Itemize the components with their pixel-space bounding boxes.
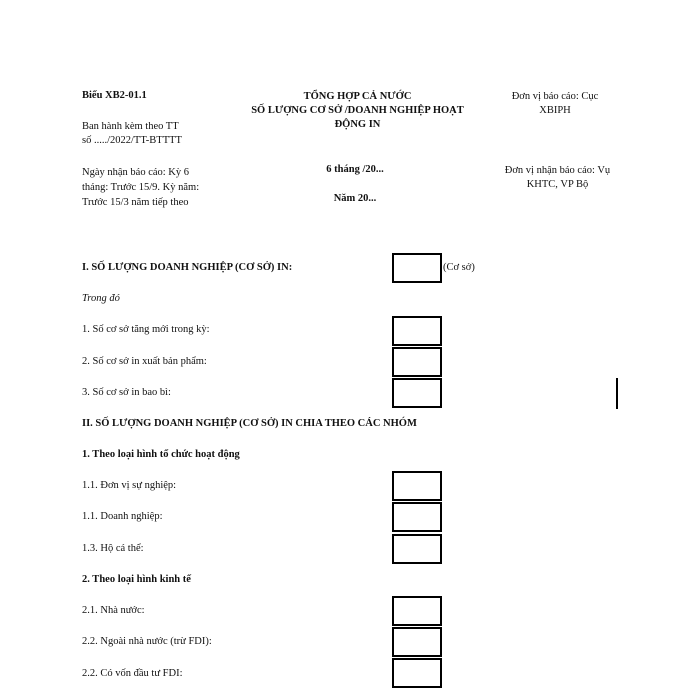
total-count-box[interactable] <box>392 253 442 283</box>
group2-title: 2. Theo loại hình kinh tế <box>82 574 191 585</box>
section1-heading: I. SỐ LƯỢNG DOANH NGHIỆP (CƠ SỞ) IN: <box>82 262 293 273</box>
item-non-state: 2.2. Ngoài nhà nước (trừ FDI): <box>82 636 212 647</box>
item-state: 2.1. Nhà nước: <box>82 605 145 616</box>
public-service-unit-box[interactable] <box>392 471 442 501</box>
reporting-unit-line1: Đơn vị báo cáo: Cục <box>511 91 599 102</box>
enterprise-box[interactable] <box>392 502 442 532</box>
item-fdi: 2.2. Có vốn đầu tư FDI: <box>82 668 183 679</box>
item-new-facilities: 1. Số cơ sở tăng mới trong kỳ: <box>82 324 210 335</box>
receive-date <box>82 165 199 210</box>
title-line1: TỔNG HỢP CẢ NƯỚC <box>303 91 412 102</box>
title-line2: SỐ LƯỢNG CƠ SỞ /DOANH NGHIỆP HOẠT <box>251 105 464 116</box>
unit-label: (Cơ sở) <box>443 262 475 273</box>
section2-heading: II. SỐ LƯỢNG DOANH NGHIỆP (CƠ SỞ) IN CHIA THEO CÁC NHÓM <box>82 418 417 429</box>
form-code: Biểu XB2-01.1 <box>82 90 147 101</box>
receiving-unit-line1: Đơn vị nhận báo cáo: Vụ <box>504 165 611 176</box>
period-6month: 6 tháng /20... <box>326 164 384 175</box>
reporting-unit-line2: XBIPH <box>539 105 571 116</box>
non-state-box[interactable] <box>392 627 442 657</box>
household-box[interactable] <box>392 534 442 564</box>
text-cursor <box>616 378 618 409</box>
item-packaging-printing: 3. Số cơ sở in bao bì: <box>82 387 171 398</box>
receive-date-line2: tháng: Trước 15/9. Kỳ năm: <box>82 182 200 193</box>
new-facilities-box[interactable] <box>392 316 442 346</box>
period-year: Năm 20... <box>333 193 377 204</box>
state-box[interactable] <box>392 596 442 626</box>
item-publication-printing: 2. Số cơ sở in xuất bản phẩm: <box>82 356 207 367</box>
receive-date-line1: Ngày nhận báo cáo: Kỳ 6 <box>82 167 190 178</box>
report-title <box>225 90 490 132</box>
receiving-unit <box>485 164 630 192</box>
packaging-printing-box[interactable] <box>392 378 442 408</box>
group1-title: 1. Theo loại hình tổ chức hoạt động <box>82 449 240 460</box>
title-line3: ĐỘNG IN <box>334 119 381 130</box>
item-enterprise: 1.1. Doanh nghiệp: <box>82 511 163 522</box>
issued-by-line1: Ban hành kèm theo TT <box>82 121 179 132</box>
publication-printing-box[interactable] <box>392 347 442 377</box>
item-public-service-unit: 1.1. Đơn vị sự nghiệp: <box>82 480 177 491</box>
item-household: 1.3. Hộ cá thể: <box>82 543 144 554</box>
receive-date-line3: Trước 15/3 năm tiếp theo <box>82 197 189 208</box>
trong-do-label: Trong đó <box>82 293 120 304</box>
receiving-unit-line2: KHTC, VP Bộ <box>526 179 589 190</box>
fdi-box[interactable] <box>392 658 442 688</box>
reporting-unit <box>490 90 620 118</box>
issued-by-line2: số ...../2022/TT-BTTTT <box>82 135 182 146</box>
